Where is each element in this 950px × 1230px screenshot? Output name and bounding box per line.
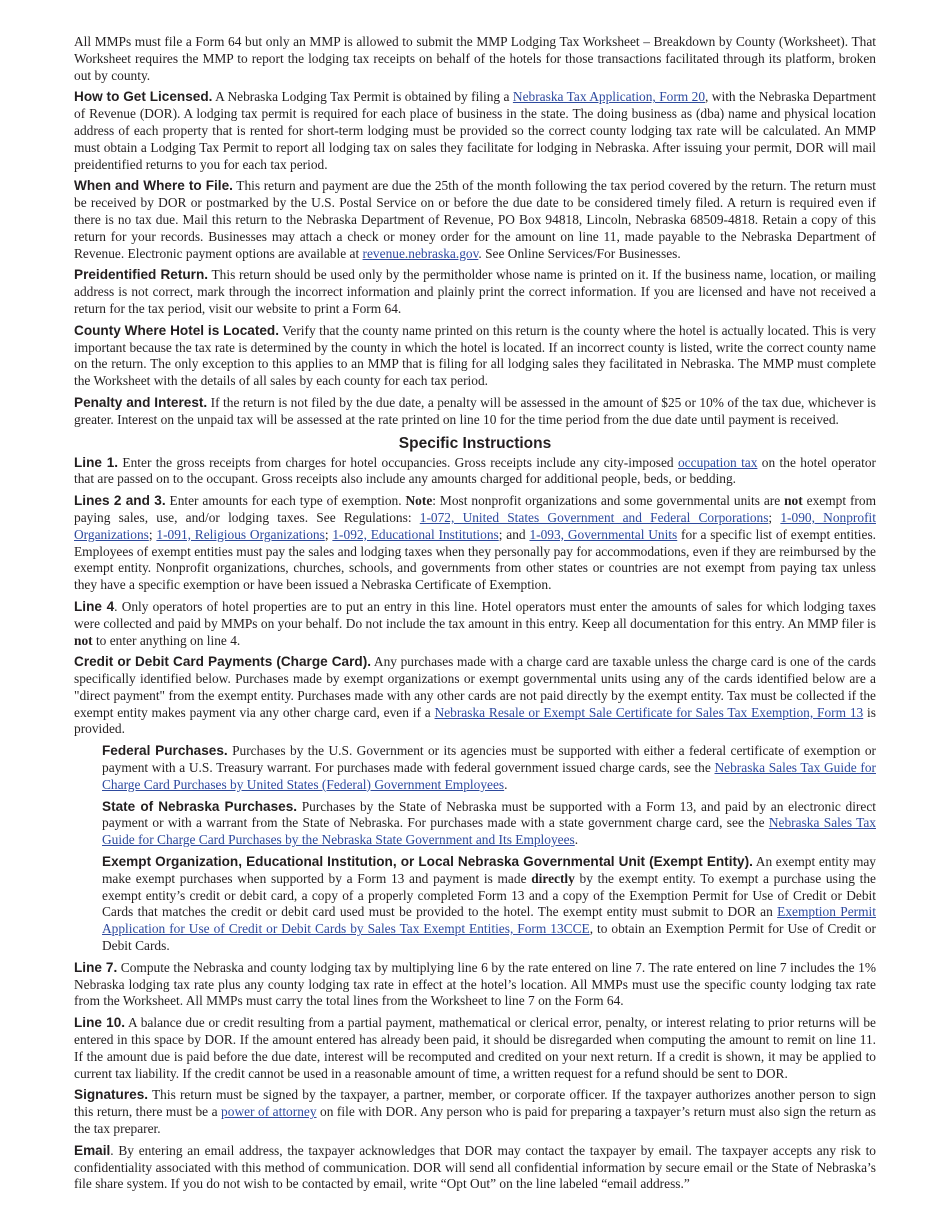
credit-text-1: Any purchases made with a charge card are taxable unless the charge card is one of the cards specifically identified below. Purchases made by exempt organizations or exempt governmental units using any of the cards identified below are a "direct payment" from the exempt entity. Purchases made with any other cards are not paid directly by the exempt entity. Tax must be collected if the exempt entity makes payment via any other charge card, even if a	[74, 654, 876, 720]
credit-heading: Credit or Debit Card Payments (Charge Card).	[74, 654, 372, 670]
exempt-section	[102, 854, 876, 955]
exempt-text-3: , to obtain an Exemption Permit for Use of Credit or Debit Cards.	[102, 921, 876, 954]
federal-text-1: Purchases by the U.S. Government or its agencies must be supported with either a federal certificate of exemption or payment with a U.S. Treasury warrant. For purchases made with federal government issued charge cards, see the	[102, 743, 876, 776]
regulation-1-092-link[interactable]: 1-092, Educational Institutions	[332, 526, 499, 542]
credit-section	[74, 654, 876, 738]
email-heading: Email	[74, 1142, 111, 1158]
exempt-directly: directly	[531, 870, 575, 886]
federal-section	[102, 743, 876, 793]
preid-text: This return should be used only by the permitholder whose name is printed on it. If the business name, location, or mailing address is not correct, mark through the incorrect information and plainly print the correct information. If you are licensed and have not received a return for the tax period, visit our website to print a Form 64.	[74, 267, 877, 316]
signatures-section	[74, 1087, 876, 1137]
email-text: . By entering an email address, the taxpayer acknowledges that DOR may contact the taxpayer by email. The taxpayer accepts any risk to confidentiality associated with this method of communication. DOR will send all confidential information by secure email or the State of Nebraska’s file share system. If you do not wish to be contacted by email, write “Opt Out” on the line labeled “email address.”	[74, 1142, 876, 1192]
line23-heading: Lines 2 and 3.	[74, 493, 166, 509]
license-text-2: , with the Nebraska Department of Revenue (DOR). A lodging tax permit is required for each place of business in the state. The doing business as (dba) name and physical location address of each property that is rented for short-term lodging must be provided so the correct county lodging tax rate will be calculated. An MMP must obtain a Lodging Tax Permit to report all lodging tax on sales they facilitate for lodging in Nebraska. After issuing your permit, DOR will mail preidentified returns to you for each tax period.	[74, 89, 876, 172]
line1-heading: Line 1.	[74, 454, 119, 470]
line23-not: not	[784, 493, 803, 509]
line10-heading: Line 10.	[74, 1015, 126, 1031]
license-section	[74, 89, 876, 173]
email-section	[74, 1143, 876, 1193]
federal-text-2: .	[504, 776, 508, 792]
form-20-link[interactable]: Nebraska Tax Application, Form 20	[512, 89, 706, 105]
regulation-1-090-link[interactable]: 1-090, Nonprofit Organizations	[74, 509, 876, 542]
instructions-page	[74, 34, 876, 1198]
signatures-text-1: This return must be signed by the taxpayer, a partner, member, or corporate officer. If the taxpayer authorizes another person to sign this return, there must be a	[74, 1087, 876, 1120]
revenue-website-link[interactable]: revenue.nebraska.gov	[362, 245, 479, 261]
line23-sep-3: ;	[324, 526, 333, 542]
penalty-text: If the return is not filed by the due date, a penalty will be assessed in the amount of $25 or 10% of the tax due, whichever is greater. Interest on the unpaid tax will be assessed at the rate printed on line 10 for the time period from the due date until payment is received.	[74, 394, 876, 427]
license-text-1: A Nebraska Lodging Tax Permit is obtained by filing a	[212, 89, 513, 105]
signatures-text-2: on file with DOR. Any person who is paid for preparing a taxpayer’s return must also sign the return as the tax preparer.	[74, 1104, 877, 1137]
line1-text-1: Enter the gross receipts from charges for hotel occupancies. Gross receipts include any city-imposed	[118, 454, 678, 470]
line23-text-1: Enter amounts for each type of exemption.	[165, 493, 406, 509]
exempt-text-2: by the exempt entity. To exempt a purchase using the exempt entity’s credit or debit card, a copy of a properly completed Form 13 and a copy of the Exemption Permit for Use of Credit or Debit Cards that matches the credit or debit card used must be provided to the hotel. The exempt entity must submit to DOR an	[102, 870, 876, 920]
federal-heading: Federal Purchases.	[102, 743, 228, 759]
line7-section	[74, 960, 876, 1010]
line4-section	[74, 599, 876, 649]
line10-text: A balance due or credit resulting from a partial payment, mathematical or clerical error, penalty, or interest relating to prior returns will be entered in this space by DOR. If the amount entered has already been paid, it should be disregarded when computing the amount to remit on line 11. If the amount due is paid before the due date, interest will be recomputed and credited on your next return. If a credit is shown, it may be applied to current tax liability. If the credit cannot be used in a reasonable amount of time, a written request for a refund should be sent to DOR.	[74, 1015, 876, 1081]
intro-paragraph: All MMPs must file a Form 64 but only an MMP is allowed to submit the MMP Lodging Tax Worksheet – Breakdown by County (Worksheet). That Worksheet requires the MMP to report the lodging tax receipts on behalf of the hotels for those transactions facilitated through its platform, broken out by county.	[74, 34, 876, 83]
state-guide-link[interactable]: Nebraska Sales Tax Guide for Charge Card Purchases by the Nebraska State Government and Its Employees	[102, 815, 876, 848]
preid-section	[74, 267, 876, 317]
when-text-2: . See Online Services/For Businesses.	[478, 245, 681, 261]
line7-text: Compute the Nebraska and county lodging tax by multiplying line 6 by the rate entered on line 7. The rate entered on line 7 includes the 1% Nebraska lodging tax rate plus any county lodging tax rate in effect at the hotel’s location. All MMPs must use the specific county lodging tax rate from the Worksheet. All MMPs must carry the total lines from the Worksheet to line 7 on the Form 64.	[74, 959, 877, 1009]
line23-text-4: for a specific list of exempt entities. Employees of exempt entities must pay the sales and lodging taxes when they personally pay for accommodations, even if they are reimbursed by the exempt entity. Nonprofit organizations, churches, schools, and governments from other states or countries are not exempt from paying tax unless they have a specific exemption or have been issued a Nebraska Certificate of Exemption.	[74, 526, 877, 593]
federal-guide-link[interactable]: Nebraska Sales Tax Guide for Charge Card Purchases by United States (Federal) Government Employees	[102, 760, 876, 792]
regulation-1-093-link[interactable]: 1-093, Governmental Units	[529, 526, 678, 542]
regulation-1-072-link[interactable]: 1-072, United States Government and Federal Corporations	[419, 509, 769, 525]
state-section	[102, 799, 876, 849]
line4-text-2: to enter anything on line 4.	[92, 632, 241, 648]
county-section	[74, 323, 876, 390]
line23-sep-1: ;	[768, 509, 781, 525]
form-13-link[interactable]: Nebraska Resale or Exempt Sale Certificate for Sales Tax Exemption, Form 13	[434, 704, 864, 720]
occupation-tax-link[interactable]: occupation tax	[677, 454, 758, 470]
line7-heading: Line 7.	[74, 959, 118, 975]
line4-heading: Line 4	[74, 598, 115, 614]
credit-text-2: is provided.	[74, 704, 876, 737]
line4-not: not	[74, 632, 93, 648]
line10-section	[74, 1015, 876, 1082]
when-heading: When and Where to File.	[74, 178, 233, 194]
state-text-1: Purchases by the State of Nebraska must be supported with a Form 13, and paid by an electronic direct payment or with a warrant from the State of Nebraska. For purchases made with a state government charge card, see the	[102, 798, 876, 831]
license-heading: How to Get Licensed.	[74, 89, 213, 105]
penalty-section	[74, 395, 876, 429]
line1-section	[74, 455, 876, 489]
line23-section	[74, 493, 876, 594]
specific-instructions-heading: Specific Instructions	[398, 434, 552, 452]
state-heading: State of Nebraska Purchases.	[102, 798, 298, 814]
exempt-text-1: An exempt entity may make exempt purchases when supported by a Form 13 and payment is made	[102, 854, 876, 886]
preid-heading: Preidentified Return.	[74, 267, 209, 283]
signatures-heading: Signatures.	[74, 1087, 149, 1103]
line23-sep-2: ;	[148, 526, 157, 542]
when-text-1: This return and payment are due the 25th of the month following the tax period covered by the return. The return must be received by DOR or postmarked by the U.S. Postal Service on or before the due date to be considered timely filed. A return is required even if there is no tax due. Mail this return to the Nebraska Department of Revenue, PO Box 94818, Lincoln, Nebraska 68509-4818. Retain a copy of this return for your records. Businesses may attach a check or money order for the amount on line 11, made payable to the Nebraska Department of Revenue. Electronic payment options are available at	[74, 178, 876, 261]
county-heading: County Where Hotel is Located.	[74, 322, 280, 338]
exempt-heading: Exempt Organization, Educational Institution, or Local Nebraska Governmental Unit (Exempt Entity).	[102, 854, 753, 870]
line23-sep-4: ; and	[498, 526, 530, 542]
when-section	[74, 178, 876, 262]
line23-note: Note	[405, 493, 433, 509]
line1-text-2: on the hotel operator that are passed on to the occupant. Gross receipts also include any amounts charged for additional people, beds, or bedding.	[74, 454, 876, 487]
penalty-heading: Penalty and Interest.	[74, 394, 208, 410]
power-of-attorney-link[interactable]: power of attorney	[221, 1104, 317, 1120]
line23-text-2: : Most nonprofit organizations and some governmental units are	[432, 493, 785, 509]
line23-text-3: exempt from paying sales, use, and/or lodging taxes. See Regulations:	[74, 493, 876, 525]
line4-text-1: . Only operators of hotel properties are to put an entry in this line. Hotel operators must enter the amounts of sales for which lodging taxes were collected and paid by MMPs on your behalf. Do not include the tax amount in this entry. Keep all documentation for this entry. An MMP filer is	[74, 598, 876, 631]
state-text-2: .	[574, 832, 579, 848]
form-13cce-link[interactable]: Exemption Permit Application for Use of Credit or Debit Cards by Sales Tax Exempt Entities, Form 13CCE	[102, 904, 876, 937]
regulation-1-091-link[interactable]: 1-091, Religious Organizations	[156, 526, 325, 542]
county-text: Verify that the county name printed on this return is the county where the hotel is actually located. This is very important because the tax rate is determined by the county in which the hotel is located. If an incorrect county is listed, write the correct county name on the return. The only exception to this applies to an MMP that is filing for all lodging sales they facilitated in Nebraska. The MMP must complete the Worksheet with the details of all sales by each county for each tax period.	[74, 322, 876, 389]
